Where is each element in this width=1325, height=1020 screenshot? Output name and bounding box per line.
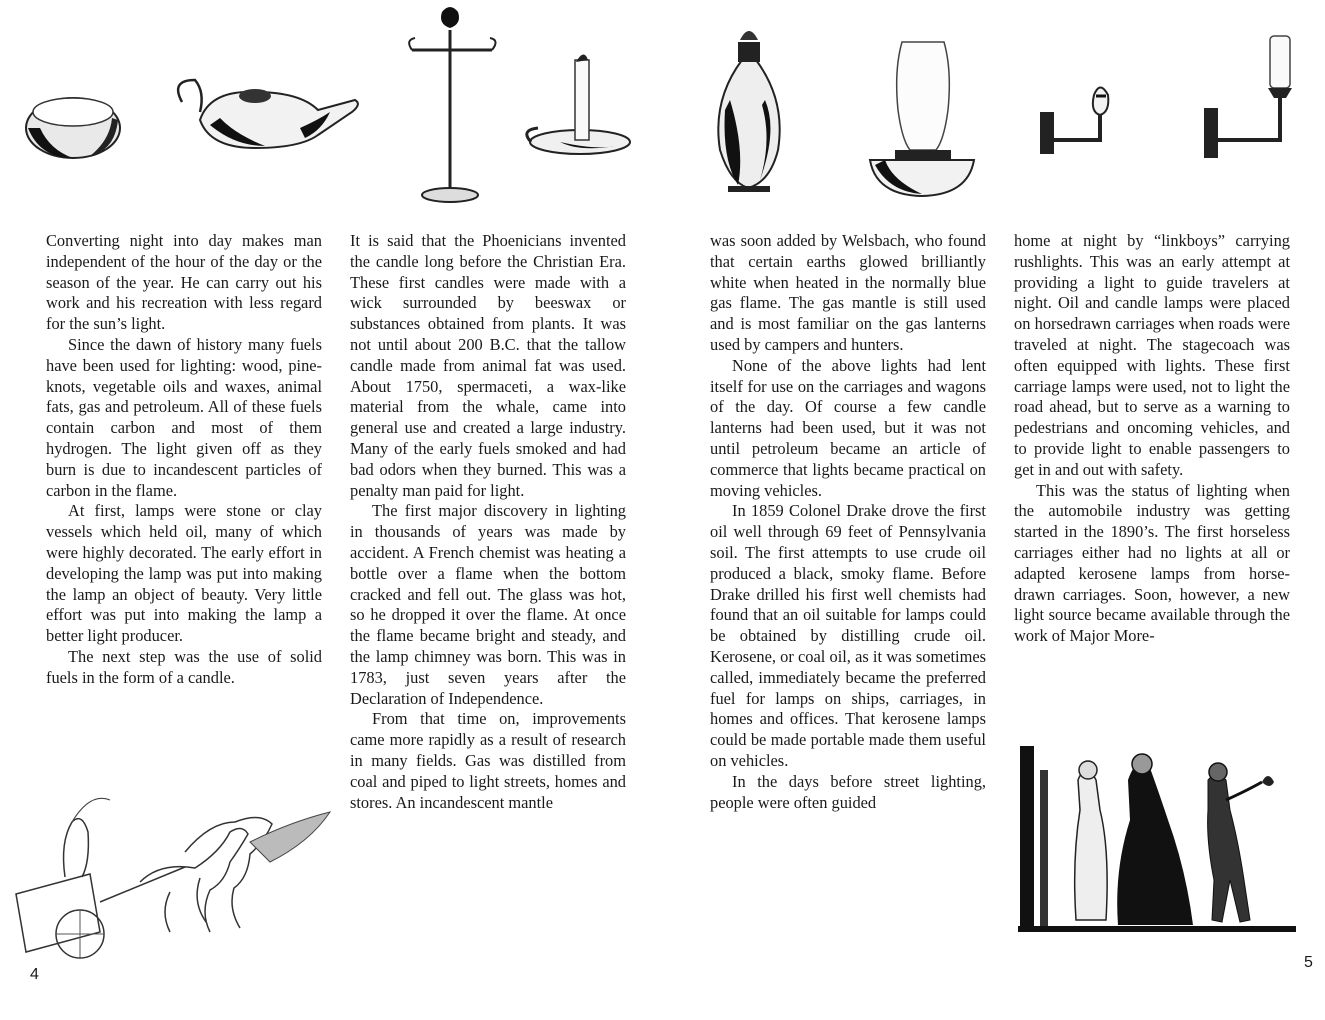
chariot-sketch-icon bbox=[10, 782, 340, 972]
stone-bowl-lamp-icon bbox=[26, 98, 120, 158]
page-number-left: 4 bbox=[30, 966, 39, 983]
text-column-3 bbox=[710, 231, 986, 813]
paragraph: was soon added by Welsbach, who found that certain earths glowed brilliantly white when heated in the normally blue gas flame. The gas mantle is still used and is most familiar on the gas lanterns used by campers and hunters. bbox=[710, 231, 986, 354]
clay-oil-lamp-icon bbox=[178, 80, 358, 148]
text-column-4 bbox=[1014, 231, 1290, 647]
iron-candle-stand-icon bbox=[409, 7, 495, 202]
text-column-2 bbox=[350, 231, 626, 813]
kerosene-chimney-lamp-icon bbox=[870, 42, 974, 196]
paragraph: This was the status of lighting when the automobile industry was getting started in the 1890’s. The first horseless carriages either had no lights at all or adapted kerosene lamps from horse-drawn carriages. Soon, however, a new light source became available through the work of Major More- bbox=[1014, 480, 1290, 646]
paragraph: home at night by “linkboys” carrying rushlights. This was an early attempt at providing a light to guide travelers at night. Oil and candle lamps were placed on horsedrawn carriages when roads were traveled at night. The stagecoach was often equipped with lights. These first carriage lamps were used, not to light the road ahead, but to serve as a warning to pedestrians and oncoming vehicles, and to provide light to enable passengers to get in and out with safety. bbox=[1014, 231, 1290, 479]
lamp-illustration-strip bbox=[0, 0, 1325, 225]
paragraph: At first, lamps were stone or clay vessels which held oil, many of which were highly decorated. The early effort in developing the lamp was put into making the lamp an object of beauty. Very little effort was put into making the lamp a better light producer. bbox=[46, 501, 322, 646]
paragraph: The next step was the use of solid fuels in the form of a candle. bbox=[46, 646, 322, 687]
paragraph: The first major discovery in lighting in thousands of years was made by accident. A French chemist was heating a bottle over a flame when the bottom cracked and fell out. The glass was hot, so he dropped it over the flame. At once the flame became bright and steady, and the lamp chimney was born. This was in 1783, just seven years after the Declaration of Independence. bbox=[350, 501, 626, 708]
wall-bracket-candle-icon bbox=[1204, 36, 1292, 158]
vase-oil-lamp-icon bbox=[718, 31, 779, 192]
text-column-1 bbox=[46, 231, 322, 689]
linkboys-sketch-icon bbox=[1018, 740, 1296, 932]
paragraph: None of the above lights had lent itself for use on the carriages and wagons of the day. Of course a few candle lanterns had been used, but it was not until petroleum became an article of commerce that lights became practical on moving vehicles. bbox=[710, 355, 986, 500]
paragraph: Since the dawn of history many fuels have been used for lighting: wood, pine-knots, vegetable oils and waxes, animal fats, gas and petroleum. All of these fuels contain carbon and most of them hydrogen. The light given off as they burn is due to incandescent particles of carbon in the flame. bbox=[46, 334, 322, 500]
paragraph: It is said that the Phoenicians invented the candle long before the Christian Era. These first candles were made with a wick surrounded by beeswax or substances obtained from plants. It was not until about 200 B.C. that the tallow candle made from animal fat was used. About 1750, spermaceti, a wax-like material from the whale, came into general use and created a large industry. Many of the early fuels smoked and had bad odors when they burned. This was a penalty man paid for light. bbox=[350, 231, 626, 500]
paragraph: In the days before street lighting, people were often guided bbox=[710, 771, 986, 812]
page-number-right: 5 bbox=[1304, 954, 1313, 971]
paragraph: From that time on, improvements came more rapidly as a result of research in many fields. Gas was distilled from coal and piped to light streets, homes and stores. An incandescent mantle bbox=[350, 709, 626, 812]
paragraph: Converting night into day makes man independent of the hour of the day or the season of the year. He can carry out his work and his recreation with less regard for the sun’s light. bbox=[46, 231, 322, 334]
wall-bracket-lamp-icon bbox=[1040, 88, 1108, 155]
paragraph: In 1859 Colonel Drake drove the first oil well through 69 feet of Pennsylvania soil. The first attempts to use crude oil produced a black, smoky flame. Before Drake drilled his first well chemists had found that an oil suitable for lamps could be obtained by distilling crude oil. Kerosene, or coal oil, as it was sometimes called, immediately became the preferred fuel for lamps on ships, carriages, in homes and offices. That kerosene lamps could be made portable made them useful on vehicles. bbox=[710, 501, 986, 770]
chamberstick-candle-icon bbox=[527, 54, 630, 154]
